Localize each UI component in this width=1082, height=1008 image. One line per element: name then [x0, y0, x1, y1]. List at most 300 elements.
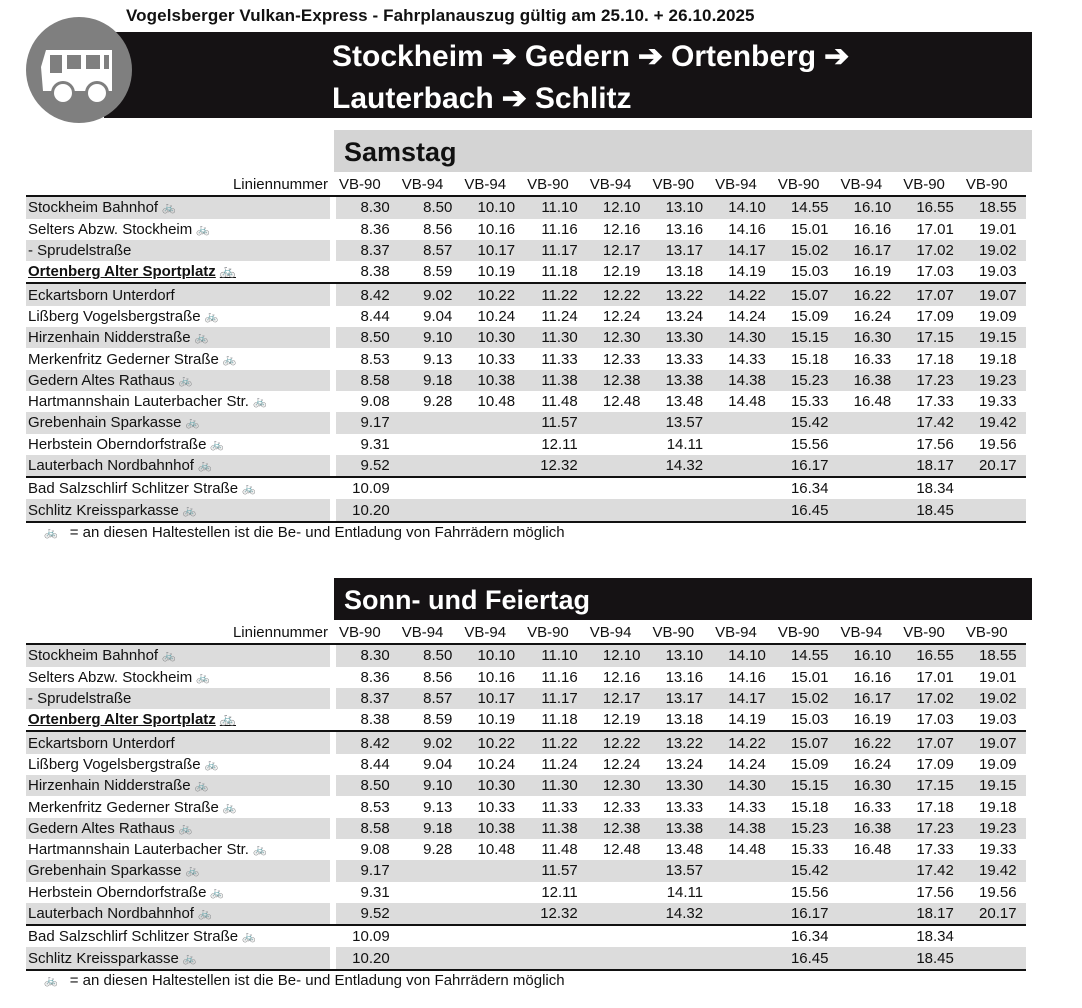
- bicycle-icon: 🚲: [44, 527, 58, 539]
- departure-time: 12.22: [587, 731, 650, 753]
- departure-time: [838, 925, 901, 947]
- departure-time: 15.03: [775, 261, 838, 283]
- bicycle-icon: 🚲: [185, 417, 200, 430]
- departure-time: 16.17: [775, 903, 838, 925]
- departure-time: 10.16: [477, 220, 516, 238]
- departure-time: 14.24: [728, 755, 766, 773]
- departure-time: 10.24: [477, 307, 516, 325]
- table-row: [26, 283, 1026, 305]
- footnote: [44, 524, 565, 541]
- table-row: [26, 688, 1026, 709]
- line-number: VB-90: [336, 174, 399, 196]
- departure-time: 12.11: [541, 435, 578, 453]
- line-number-label: Liniennummer: [26, 622, 330, 644]
- departure-time: 15.15: [775, 327, 838, 348]
- departure-time: 14.22: [712, 731, 775, 753]
- bicycle-icon: 🚲: [178, 822, 193, 835]
- stop-name: [26, 306, 330, 327]
- departure-time: 10.33: [477, 350, 516, 368]
- line-number: VB-90: [900, 174, 963, 196]
- table-row: [26, 754, 1026, 775]
- departure-time: 8.50: [336, 327, 399, 348]
- bicycle-icon: 🚲: [44, 975, 58, 987]
- departure-time: 17.56: [916, 435, 954, 453]
- departure-time: 8.38: [336, 261, 399, 283]
- departure-time: 8.58: [336, 818, 399, 839]
- departure-time: 18.34: [916, 928, 954, 946]
- table-row: [26, 775, 1026, 796]
- departure-time: 12.38: [587, 818, 650, 839]
- table-row: [26, 455, 1026, 477]
- departure-time: 17.15: [900, 775, 963, 796]
- stop-label: Gedern Altes Rathaus: [28, 819, 175, 837]
- departure-time: 8.59: [399, 709, 462, 731]
- stop-label: Herbstein Oberndorfstraße: [28, 883, 207, 901]
- table-row: [26, 731, 1026, 753]
- departure-time: 19.09: [979, 755, 1017, 773]
- stop-name: [26, 455, 330, 477]
- stop-name: [26, 370, 330, 391]
- departure-time: 8.36: [360, 220, 390, 238]
- departure-time: 11.18: [524, 261, 587, 283]
- departure-time: 15.42: [775, 412, 838, 433]
- departure-time: [963, 947, 1026, 969]
- departure-time: 13.57: [649, 412, 712, 433]
- stop-label: Merkenfritz Gederner Straße: [28, 798, 219, 816]
- departure-time: [838, 434, 901, 455]
- departure-time: 13.16: [665, 220, 704, 238]
- table-row: [26, 306, 1026, 327]
- departure-time: 14.11: [666, 435, 704, 453]
- departure-time: [524, 477, 587, 499]
- departure-time: 14.19: [712, 261, 775, 283]
- stop-label: Lauterbach Nordbahnhof: [28, 457, 194, 474]
- stop-name: [26, 947, 330, 969]
- departure-time: 19.33: [979, 841, 1017, 859]
- departure-time: 15.23: [775, 818, 838, 839]
- departure-time: 8.50: [399, 196, 462, 218]
- departure-time: 14.22: [712, 283, 775, 305]
- departure-time: 14.38: [712, 370, 775, 391]
- line-number: VB-94: [712, 622, 775, 644]
- departure-time: 14.19: [712, 709, 775, 731]
- departure-time: 13.48: [665, 393, 704, 411]
- departure-time: 10.33: [477, 798, 516, 816]
- bicycle-icon: 🚲: [210, 886, 225, 899]
- departure-time: [399, 947, 462, 969]
- stop-label: Ortenberg Alter Sportplatz: [28, 263, 216, 281]
- departure-time: 8.53: [360, 350, 390, 368]
- departure-time: 13.24: [665, 755, 704, 773]
- departure-time: 9.28: [423, 393, 453, 411]
- departure-time: [399, 903, 462, 925]
- departure-time: 12.32: [524, 903, 587, 925]
- table-row: [26, 477, 1026, 499]
- stop-label: Grebenhain Sparkasse: [28, 862, 182, 880]
- departure-time: 17.03: [900, 709, 963, 731]
- departure-time: [461, 925, 524, 947]
- departure-time: 14.38: [712, 818, 775, 839]
- departure-time: 10.20: [336, 947, 399, 969]
- stop-label: Bad Salzschlirf Schlitzer Straße: [28, 928, 239, 946]
- departure-time: 16.16: [853, 220, 892, 238]
- table-row: [26, 370, 1026, 391]
- departure-time: 11.57: [524, 860, 587, 881]
- departure-time: 14.10: [712, 196, 775, 218]
- departure-time: 9.28: [423, 841, 453, 859]
- departure-time: [712, 455, 775, 477]
- departure-time: 15.02: [775, 688, 838, 709]
- departure-time: 14.33: [728, 798, 766, 816]
- stop-label: Lißberg Vogelsbergstraße: [28, 755, 201, 773]
- stop-label: Gedern Altes Rathaus: [28, 371, 175, 389]
- bicycle-icon: 🚲: [222, 801, 237, 814]
- departure-time: 19.02: [963, 688, 1026, 709]
- departure-time: 16.55: [900, 644, 963, 666]
- route-heading: [332, 36, 857, 120]
- table-row: [26, 327, 1026, 348]
- departure-time: 8.37: [336, 240, 399, 261]
- departure-time: 15.07: [775, 731, 838, 753]
- line-number: VB-94: [461, 622, 524, 644]
- line-number: VB-90: [336, 622, 399, 644]
- departure-time: [838, 499, 901, 521]
- departure-time: [461, 434, 524, 455]
- departure-time: 11.22: [524, 731, 587, 753]
- departure-time: 11.22: [524, 283, 587, 305]
- bicycle-icon: 🚲: [196, 671, 210, 684]
- arrow-icon: ➔: [491, 40, 517, 73]
- departure-time: 13.33: [665, 798, 704, 816]
- departure-time: 17.18: [916, 798, 954, 816]
- departure-time: 11.48: [541, 841, 578, 859]
- departure-time: 14.24: [728, 307, 766, 325]
- departure-time: 19.03: [963, 261, 1026, 283]
- departure-time: 10.19: [461, 261, 524, 283]
- stop-label: Hirzenhain Nidderstraße: [28, 777, 191, 795]
- departure-time: 19.01: [979, 220, 1017, 238]
- departure-time: [587, 925, 650, 947]
- departure-time: 16.38: [838, 370, 901, 391]
- stop-label: Hartmannshain Lauterbacher Str.: [28, 841, 249, 859]
- departure-time: 13.22: [649, 731, 712, 753]
- departure-time: 8.30: [336, 196, 399, 218]
- line-number: VB-90: [649, 622, 712, 644]
- departure-time: [587, 455, 650, 477]
- departure-time: [399, 925, 462, 947]
- departure-time: 9.08: [360, 841, 390, 859]
- departure-time: 17.07: [900, 731, 963, 753]
- departure-time: 18.45: [900, 499, 963, 521]
- stop-name: [26, 688, 330, 709]
- bicycle-icon: 🚲: [182, 952, 197, 965]
- stop-name: [26, 261, 330, 283]
- stop-label: Selters Abzw. Stockheim: [28, 668, 193, 686]
- departure-time: 18.55: [963, 644, 1026, 666]
- departure-time: 12.33: [602, 798, 641, 816]
- departure-time: 11.48: [541, 393, 578, 411]
- bicycle-icon: 🚲: [219, 263, 236, 279]
- departure-time: [712, 860, 775, 881]
- bicycle-icon: 🚲: [162, 202, 176, 215]
- departure-time: 11.30: [524, 775, 587, 796]
- departure-time: 19.07: [963, 731, 1026, 753]
- route-stop: Stockheim: [332, 40, 484, 73]
- departure-time: 16.45: [775, 499, 838, 521]
- table-row: [26, 839, 1026, 860]
- departure-time: 12.19: [587, 261, 650, 283]
- departure-time: 9.17: [336, 412, 399, 433]
- bicycle-icon: 🚲: [242, 931, 256, 944]
- departure-time: 12.17: [587, 240, 650, 261]
- departure-time: [587, 477, 650, 499]
- departure-time: [712, 903, 775, 925]
- departure-time: 18.34: [916, 480, 954, 498]
- departure-time: [399, 882, 462, 903]
- departure-time: 17.42: [900, 412, 963, 433]
- table-row: [26, 903, 1026, 925]
- departure-time: [712, 882, 775, 903]
- line-number: VB-94: [399, 622, 462, 644]
- departure-time: 14.30: [712, 327, 775, 348]
- departure-time: 16.17: [838, 240, 901, 261]
- departure-time: 11.17: [524, 240, 587, 261]
- departure-time: 13.10: [649, 196, 712, 218]
- departure-time: [399, 499, 462, 521]
- departure-time: 9.02: [399, 283, 462, 305]
- table-row: [26, 434, 1026, 455]
- table-row: [26, 882, 1026, 903]
- departure-time: 16.30: [838, 327, 901, 348]
- stop-label: - Sprudelstraße: [28, 690, 132, 708]
- departure-time: [461, 947, 524, 969]
- departure-time: 17.03: [900, 261, 963, 283]
- departure-time: [461, 903, 524, 925]
- departure-time: [587, 412, 650, 433]
- stop-label: Ortenberg Alter Sportplatz: [28, 711, 216, 729]
- line-number: VB-94: [587, 622, 650, 644]
- departure-time: 8.50: [399, 644, 462, 666]
- line-number: VB-90: [963, 622, 1026, 644]
- stop-name: [26, 348, 330, 369]
- departure-time: 9.52: [336, 455, 399, 477]
- departure-time: 15.15: [775, 775, 838, 796]
- departure-time: 12.30: [587, 327, 650, 348]
- departure-time: 16.22: [838, 283, 901, 305]
- departure-time: [587, 903, 650, 925]
- line-number: VB-90: [775, 622, 838, 644]
- departure-time: 12.16: [602, 668, 641, 686]
- departure-time: [712, 499, 775, 521]
- departure-time: 9.31: [360, 435, 390, 453]
- departure-time: 11.33: [541, 350, 578, 368]
- departure-time: 16.48: [853, 841, 892, 859]
- departure-time: [461, 412, 524, 433]
- departure-time: [712, 477, 775, 499]
- departure-time: 19.07: [963, 283, 1026, 305]
- footnote: [44, 972, 565, 989]
- departure-time: 18.17: [900, 903, 963, 925]
- departure-time: 19.03: [963, 709, 1026, 731]
- bicycle-icon: 🚲: [196, 223, 210, 236]
- departure-time: 9.02: [399, 731, 462, 753]
- departure-time: 20.17: [963, 455, 1026, 477]
- line-number: VB-94: [399, 174, 462, 196]
- departure-time: 17.23: [900, 370, 963, 391]
- table-row: [26, 925, 1026, 947]
- line-number: VB-94: [838, 622, 901, 644]
- departure-time: 9.31: [360, 883, 390, 901]
- stop-label: Eckartsborn Unterdorf: [28, 286, 175, 304]
- departure-time: [712, 925, 775, 947]
- route-stop: Gedern: [524, 40, 630, 73]
- bicycle-icon: 🚲: [204, 310, 219, 323]
- table-row: [26, 348, 1026, 369]
- departure-time: 19.18: [979, 798, 1017, 816]
- departure-time: 9.13: [423, 350, 453, 368]
- departure-time: [461, 455, 524, 477]
- departure-time: 19.15: [963, 775, 1026, 796]
- departure-time: 19.23: [963, 370, 1026, 391]
- departure-time: 13.22: [649, 283, 712, 305]
- departure-time: 10.20: [336, 499, 399, 521]
- departure-time: 16.55: [900, 196, 963, 218]
- departure-time: 10.38: [461, 370, 524, 391]
- departure-time: 10.10: [461, 196, 524, 218]
- departure-time: 14.11: [666, 883, 704, 901]
- line-number: VB-90: [775, 174, 838, 196]
- departure-time: 8.38: [336, 709, 399, 731]
- departure-time: 15.09: [790, 307, 829, 325]
- departure-time: [712, 412, 775, 433]
- line-number: VB-90: [649, 174, 712, 196]
- departure-time: [399, 860, 462, 881]
- departure-time: [524, 499, 587, 521]
- departure-time: 19.33: [979, 393, 1017, 411]
- bus-icon: [26, 17, 132, 123]
- departure-time: 14.10: [712, 644, 775, 666]
- departure-time: 17.09: [916, 755, 954, 773]
- departure-time: 14.32: [649, 903, 712, 925]
- line-number: VB-90: [900, 622, 963, 644]
- departure-time: 15.07: [775, 283, 838, 305]
- departure-time: 17.42: [900, 860, 963, 881]
- departure-time: 13.30: [649, 775, 712, 796]
- line-number: VB-94: [838, 174, 901, 196]
- route-line-1: [332, 36, 857, 78]
- stop-label: Grebenhain Sparkasse: [28, 414, 182, 432]
- departure-time: 13.57: [649, 860, 712, 881]
- table-row: [26, 196, 1026, 218]
- bicycle-icon: 🚲: [252, 844, 267, 857]
- departure-time: [712, 434, 775, 455]
- departure-time: 12.38: [587, 370, 650, 391]
- stop-name: [26, 412, 330, 433]
- departure-time: 15.18: [790, 350, 829, 368]
- departure-time: 10.24: [477, 755, 516, 773]
- departure-time: 18.45: [900, 947, 963, 969]
- departure-time: 20.17: [963, 903, 1026, 925]
- stop-label: Stockheim Bahnhof: [28, 647, 159, 665]
- bicycle-icon: 🚲: [194, 332, 209, 345]
- departure-time: 11.18: [524, 709, 587, 731]
- departure-time: 15.42: [775, 860, 838, 881]
- stop-name: [26, 327, 330, 348]
- departure-time: 11.10: [524, 196, 587, 218]
- departure-time: 8.57: [399, 688, 462, 709]
- table-row: [26, 219, 1026, 240]
- bicycle-icon: 🚲: [204, 758, 219, 771]
- departure-time: 11.38: [524, 818, 587, 839]
- departure-time: 14.16: [728, 668, 766, 686]
- departure-time: 12.48: [602, 393, 641, 411]
- departure-time: [399, 477, 462, 499]
- departure-time: [587, 499, 650, 521]
- departure-time: 11.33: [541, 798, 578, 816]
- departure-time: 17.56: [916, 883, 954, 901]
- stop-label: - Sprudelstraße: [28, 242, 132, 260]
- departure-time: 19.01: [979, 668, 1017, 686]
- bicycle-icon: 🚲: [197, 460, 212, 472]
- stop-label: Schlitz Kreissparkasse: [28, 949, 179, 967]
- departure-time: 15.56: [790, 435, 829, 453]
- stop-label: Hartmannshain Lauterbacher Str.: [28, 393, 249, 411]
- stop-label: Eckartsborn Unterdorf: [28, 734, 175, 752]
- departure-time: 14.17: [712, 240, 775, 261]
- departure-time: 8.56: [423, 668, 453, 686]
- departure-time: 13.18: [649, 709, 712, 731]
- stop-name: [26, 240, 330, 261]
- table-row: [26, 667, 1026, 688]
- departure-time: 19.23: [963, 818, 1026, 839]
- departure-time: 9.17: [336, 860, 399, 881]
- departure-time: 13.18: [649, 261, 712, 283]
- departure-time: 9.10: [399, 775, 462, 796]
- bicycle-icon: 🚲: [197, 908, 212, 920]
- departure-time: 14.16: [728, 220, 766, 238]
- stop-label: Hirzenhain Nidderstraße: [28, 329, 191, 347]
- departure-time: 15.02: [775, 240, 838, 261]
- departure-time: 10.48: [477, 841, 516, 859]
- stop-name: [26, 644, 330, 666]
- departure-time: [649, 499, 712, 521]
- bicycle-icon: 🚲: [182, 504, 197, 517]
- departure-time: 13.24: [665, 307, 704, 325]
- departure-time: 8.56: [423, 220, 453, 238]
- line-number: VB-90: [963, 174, 1026, 196]
- departure-time: 13.16: [665, 668, 704, 686]
- departure-time: 11.16: [541, 220, 578, 238]
- departure-time: 10.30: [461, 775, 524, 796]
- departure-time: 14.48: [728, 393, 766, 411]
- bicycle-icon: 🚲: [185, 865, 200, 878]
- departure-time: 17.18: [916, 350, 954, 368]
- departure-time: 10.22: [461, 283, 524, 305]
- stop-name: [26, 219, 330, 240]
- departure-time: 10.17: [461, 688, 524, 709]
- route-stop: Schlitz: [534, 82, 632, 115]
- stop-name: [26, 709, 330, 731]
- departure-time: [963, 477, 1026, 499]
- departure-time: [587, 882, 650, 903]
- departure-time: 9.18: [399, 818, 462, 839]
- stop-name: [26, 882, 330, 903]
- route-stop: Ortenberg: [671, 40, 817, 73]
- departure-time: 15.09: [790, 755, 829, 773]
- departure-time: 9.10: [399, 327, 462, 348]
- departure-time: 10.38: [461, 818, 524, 839]
- departure-time: 12.48: [602, 841, 641, 859]
